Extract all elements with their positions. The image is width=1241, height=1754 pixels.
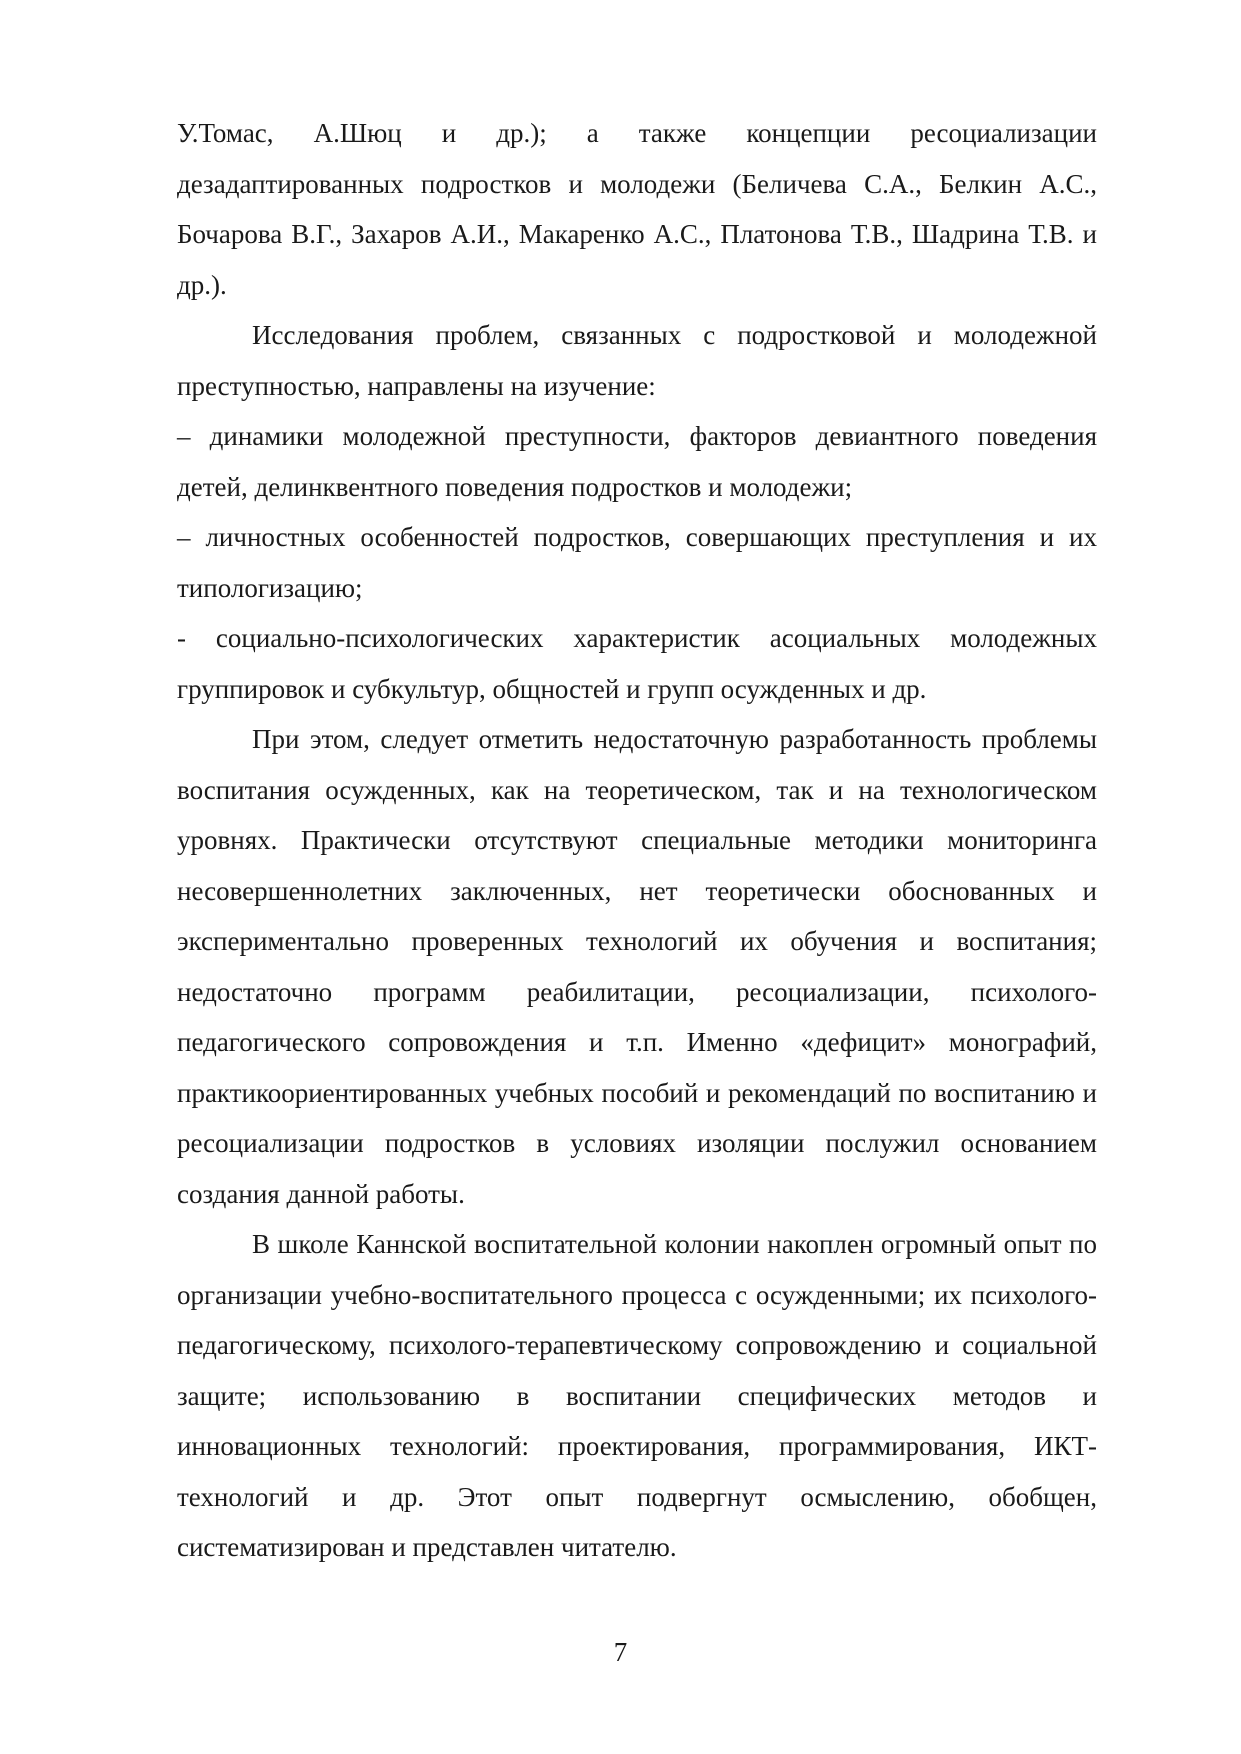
list-item-dynamics: – динамики молодежной преступности, факторов девиантного поведения детей, делинквентного поведения подростков и молодежи; [177, 421, 1097, 502]
list-item-social-psychological: - социально-психологических характеристик асоциальных молодежных группировок и субкультур, общностей и групп осужденных и др. [177, 623, 1097, 704]
list-item-personal-traits: – личностных особенностей подростков, совершающих преступления и их типологизацию; [177, 522, 1097, 603]
page-number: 7 [613, 1637, 628, 1667]
paragraph-research-intro: Исследования проблем, связанных с подростковой и молодежной преступностью, направлены на изучение: [177, 320, 1097, 401]
paragraph-continuation: У.Томас, А.Шюц и др.); а также концепции ресоциализации дезадаптированных подростков и молодежи (Беличева С.А., Белкин А.С., Бочарова В.Г., Захаров А.И., Макаренко А.С., Платонова Т.В., Шадрина Т.В. и др.). [177, 118, 1097, 300]
paragraph-school-experience: В школе Каннской воспитательной колонии накоплен огромный опыт по организации учебно-воспитательного процесса с осужденными; их психолого-педагогическому, психолого-терапевтическому сопровождению и социальной защите; использованию в воспитании специфических методов и инновационных технологий: проектирования, программирования, ИКТ-технологий и др. Этот опыт подвергнут осмыслению, обобщен, систематизирован и представлен читателю. [177, 1229, 1097, 1562]
document-body [177, 108, 1097, 1573]
paragraph-insufficient-development: При этом, следует отметить недостаточную разработанность проблемы воспитания осужденных, как на теоретическом, так и на технологическом уровнях. Практически отсутствуют специальные методики мониторинга несовершеннолетних заключенных, нет теоретически обоснованных и экспериментально проверенных технологий их обучения и воспитания; недостаточно программ реабилитации, ресоциализации, психолого-педагогического сопровождения и т.п. Именно «дефицит» монографий, практикоориентированных учебных пособий и рекомендаций по воспитанию и ресоциализации подростков в условиях изоляции послужил основанием создания данной работы. [177, 724, 1097, 1209]
